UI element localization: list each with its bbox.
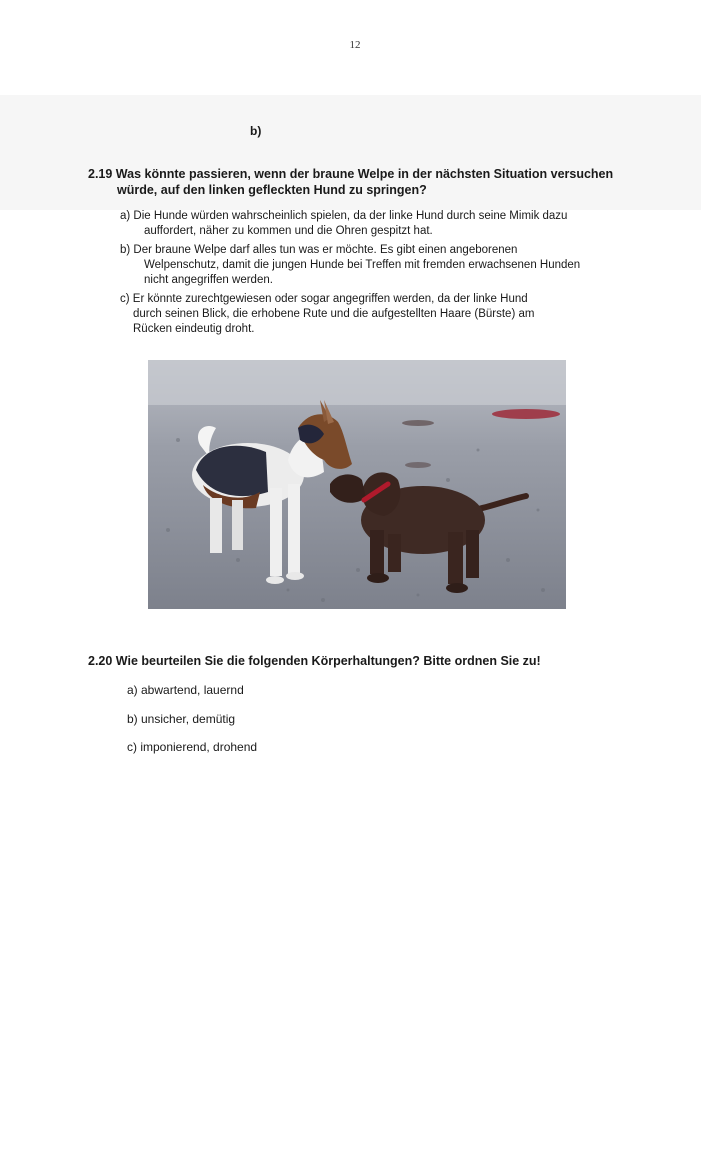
answer-line: b) Der braune Welpe darf alles tun was er möchte. Es gibt einen angeborenen <box>120 244 518 256</box>
answer-line: Rücken eindeutig droht. <box>133 323 255 335</box>
red-leaves <box>492 409 560 419</box>
leaf-patch <box>402 420 434 426</box>
answer-line: c) Er könnte zurechtgewiesen oder sogar angegriffen werden, da der linke Hund <box>120 293 528 305</box>
question-title-line: 2.19 Was könnte passieren, wenn der braune Welpe in der nächsten Situation versuchen <box>88 167 614 181</box>
answer-line: auffordert, näher zu kommen und die Ohren gespitzt hat. <box>144 225 433 237</box>
question-2-20-title: 2.20 Wie beurteilen Sie die folgenden Körperhaltungen? Bitte ordnen Sie zu! <box>88 654 541 668</box>
question-2-19-title <box>88 166 613 198</box>
leaf-patch <box>405 462 431 468</box>
posture-option-b: b) unsicher, demütig <box>127 712 236 726</box>
answer-a <box>120 209 580 239</box>
question-2-19-answers <box>120 209 580 341</box>
answer-line: a) Die Hunde würden wahrscheinlich spielen, da der linke Hund durch seine Mimik dazu <box>120 210 568 222</box>
question-title-line: würde, auf den linken gefleckten Hund zu springen? <box>117 183 427 197</box>
previous-answer-label: b) <box>250 124 262 138</box>
dogs-photo <box>148 360 566 609</box>
answer-b <box>120 243 580 288</box>
posture-option-c: c) imponierend, drohend <box>127 740 258 754</box>
paving-stones <box>148 360 566 405</box>
posture-option-a: a) abwartend, lauernd <box>127 683 244 697</box>
answer-line: Welpenschutz, damit die jungen Hunde bei Treffen mit fremden erwachsenen Hunden <box>144 259 581 271</box>
answer-c <box>120 292 580 337</box>
answer-line: durch seinen Blick, die erhobene Rute und die aufgestellten Haare (Bürste) am <box>133 308 535 320</box>
page-number: 12 <box>349 39 361 51</box>
answer-line: nicht angegriffen werden. <box>144 274 273 286</box>
